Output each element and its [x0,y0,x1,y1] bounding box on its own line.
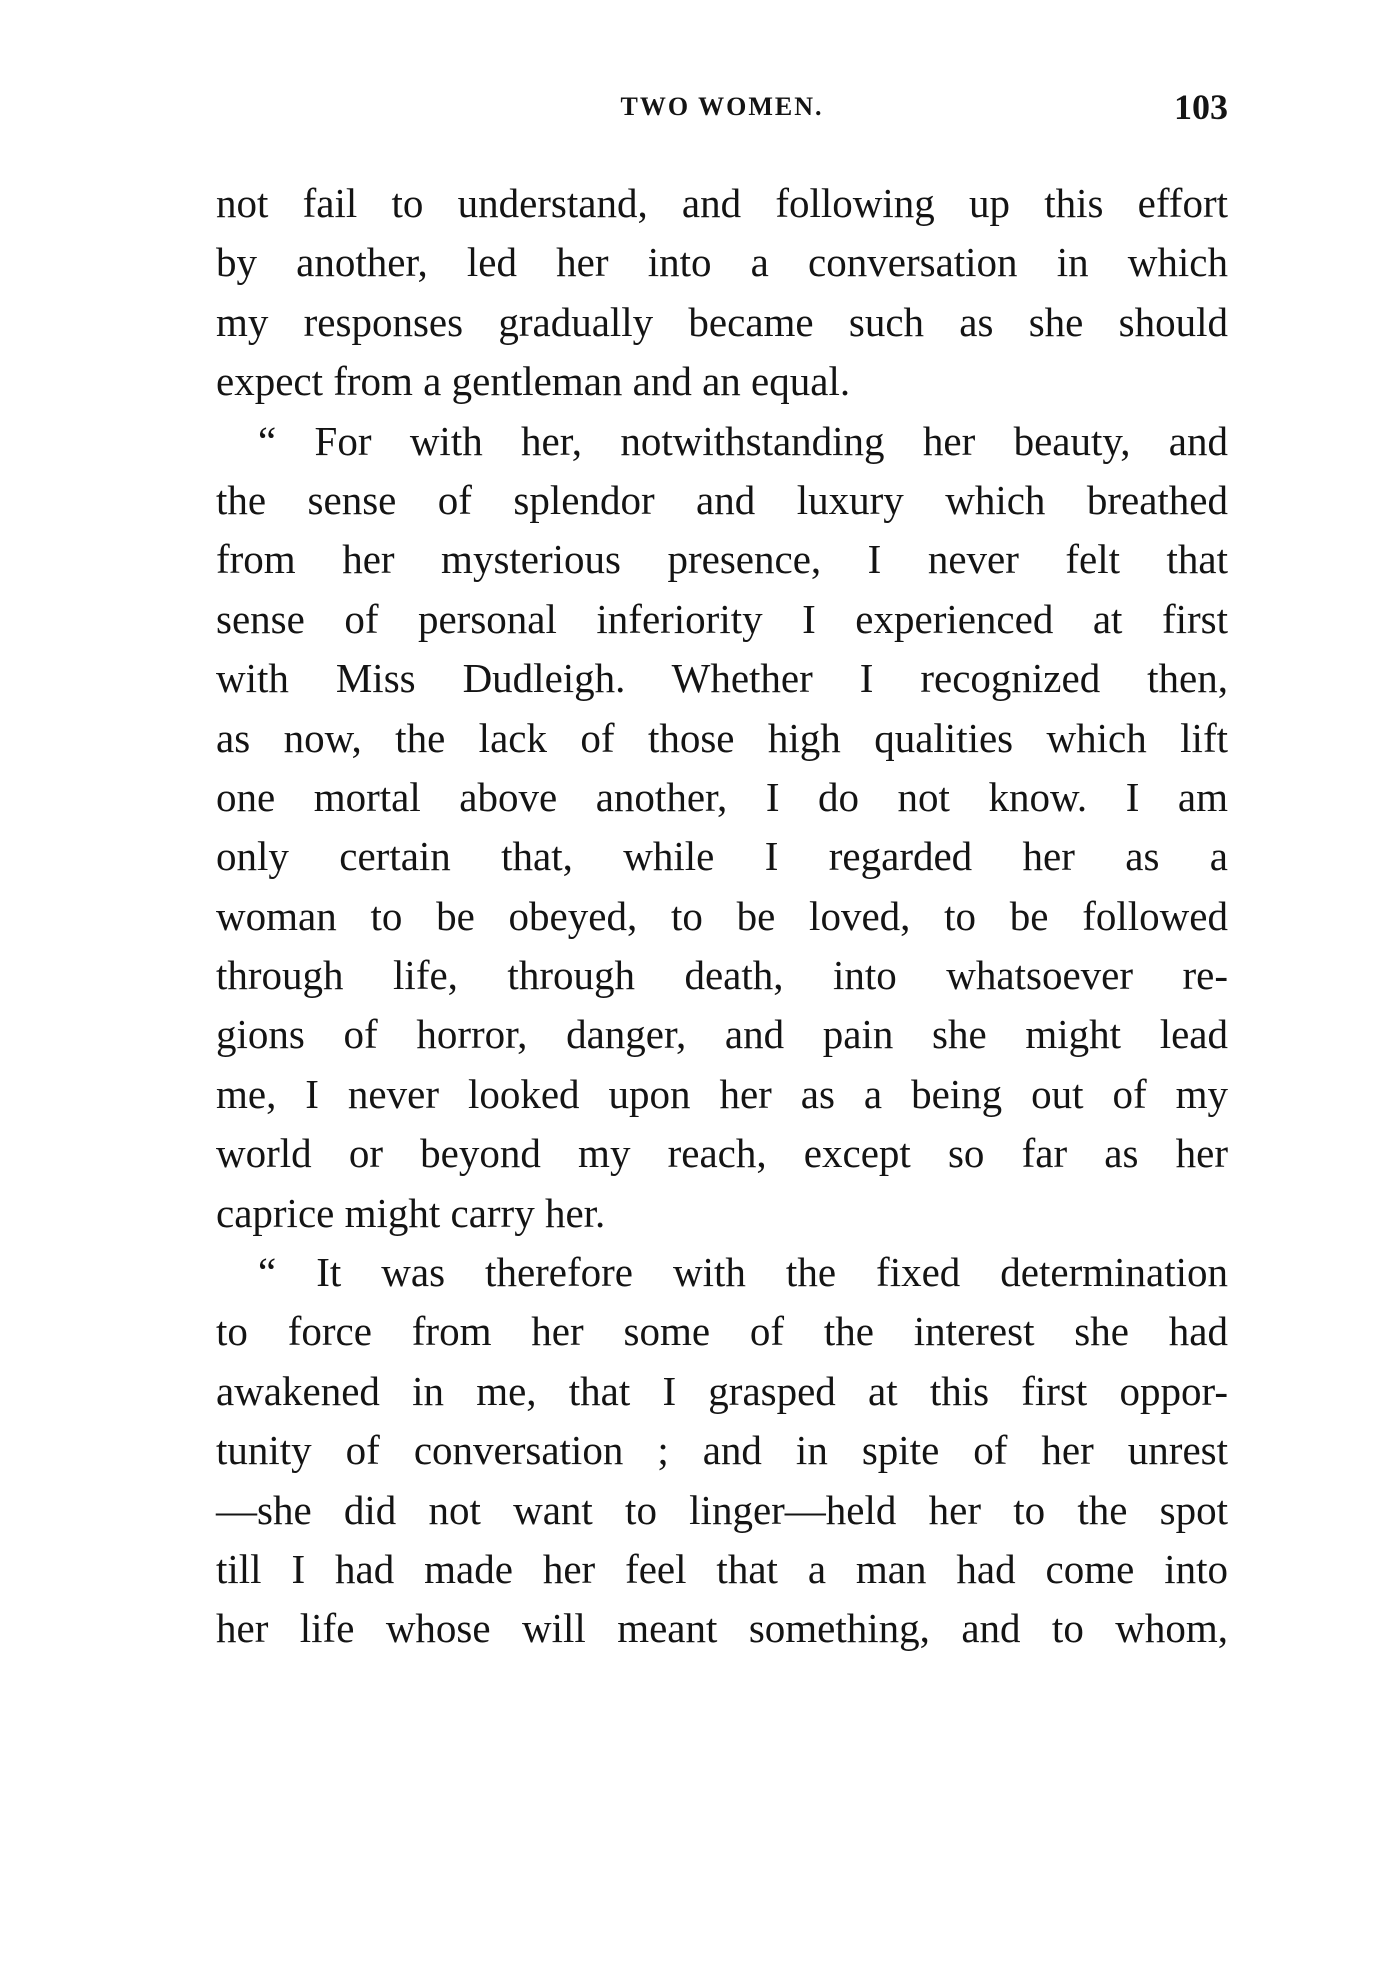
text-line: one mortal above another, I do not know. I am [216,773,1228,820]
text-line: from her mysterious presence, I never felt that [216,536,1228,583]
text-line: her life whose will meant something, and to whom, [216,1605,1228,1652]
text-line: caprice might carry her. [216,1189,606,1236]
text-line: “ For with her, notwithstanding her beauty, and [258,417,1228,464]
running-head: TWO WOMEN. [620,92,824,121]
text-line: me, I never looked upon her as a being out of my [216,1070,1228,1117]
text-line: sense of personal inferiority I experienced at first [216,595,1228,642]
text-line: till I had made her feel that a man had come into [216,1545,1228,1592]
text-line: not fail to understand, and following up this effort [216,180,1228,226]
text-line: tunity of conversation ; and in spite of her unrest [216,1427,1228,1474]
text-line: my responses gradually became such as she should [216,298,1228,345]
text-line: as now, the lack of those high qualities which lift [216,714,1228,761]
text-line: world or beyond my reach, except so far as her [216,1130,1228,1177]
text-line: by another, led her into a conversation in which [216,239,1228,286]
body-text [216,174,1228,1659]
text-line: —she did not want to linger—held her to the spot [216,1486,1228,1533]
text-line: expect from a gentleman and an equal. [216,358,851,405]
page-number: 103 [1174,87,1228,127]
text-line: with Miss Dudleigh. Whether I recognized then, [216,655,1228,702]
text-line: the sense of splendor and luxury which breathed [216,476,1228,523]
text-line: awakened in me, that I grasped at this first oppor- [216,1367,1228,1414]
text-line: through life, through death, into whatsoever re- [216,952,1228,999]
page-header [216,87,1228,132]
text-line: “ It was therefore with the fixed determination [258,1249,1228,1296]
text-line: only certain that, while I regarded her as a [216,833,1228,880]
text-line: to force from her some of the interest she had [216,1308,1228,1355]
text-line: woman to be obeyed, to be loved, to be followed [216,892,1228,939]
text-line: gions of horror, danger, and pain she might lead [216,1011,1228,1058]
